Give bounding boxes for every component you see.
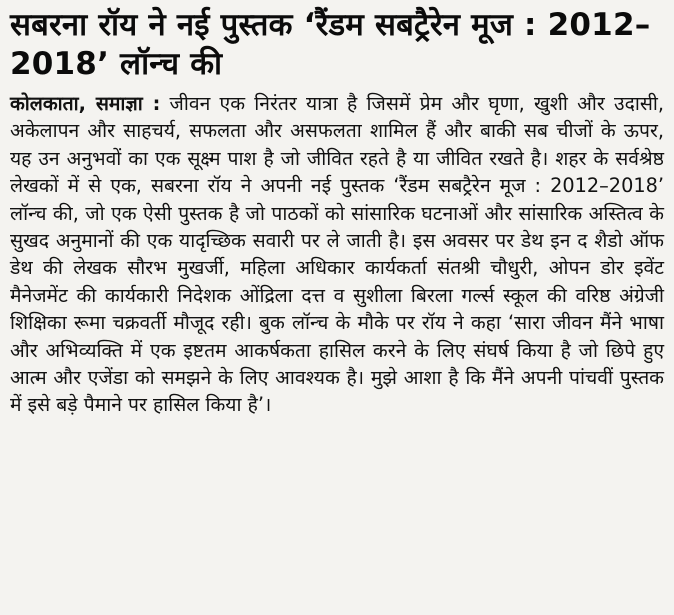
article-dateline: कोलकाता, समाज्ञा :	[10, 92, 161, 115]
article-headline: सबरना रॉय ने नई पुस्तक ‘रैंडम सबट्रैरेन मूज : 2012–2018’ लॉन्च की	[10, 7, 651, 82]
article-text: जीवन एक निरंतर यात्रा है जिसमें प्रेम और घृणा, खुशी और उदासी, अकेलापन और साहचर्य, सफलता और असफलता शामिल हैं और बाकी सब चीजों के ऊपर, यह उन अनुभवों का एक सूक्ष्म पाश है जो जीवित रहते है या जीवित रखते है। शहर के सर्वश्रेष्ठ लेखकों में से एक, सबरना रॉय ने अपनी नई पुस्तक ‘रैंडम सबट्रैरेन मूज : 2012–2018’ लॉन्च की, जो एक ऐसी पुस्तक है जो पाठकों को सांसारिक घटनाओं और सांसारिक अस्तित्व के सुखद अनुमानों की एक यादृच्छिक सवारी पर ले जाती है। इस अवसर पर डेथ इन द शैडो ऑफ डेथ की लेखक सौरभ मुखर्जी, महिला अधिकार कार्यकर्ता संतश्री चौधुरी, ओपन डोर इवेंट मैनेजमेंट की कार्यकारी निदेशक ओंद्रिला दत्त व सुशीला बिरला गर्ल्स स्कूल की वरिष्ठ अंग्रेजी शिक्षिका रूमा चक्रवर्ती मौजूद रही। बुक लॉन्च के मौके पर रॉय ने कहा ‘सारा जीवन मैंने भाषा और अभिव्यक्ति में एक इष्टतम आकर्षकता हासिल करने के लिए संघर्ष किया है जो छिपे हुए आत्म और एजेंडा को समझने के लिए आवश्यक है। मुझे आशा है कि मैंने अपनी पांचवीं पुस्तक में इसे बड़े पैमाने पर हासिल किया है’।	[10, 92, 664, 417]
article-body	[10, 90, 664, 419]
